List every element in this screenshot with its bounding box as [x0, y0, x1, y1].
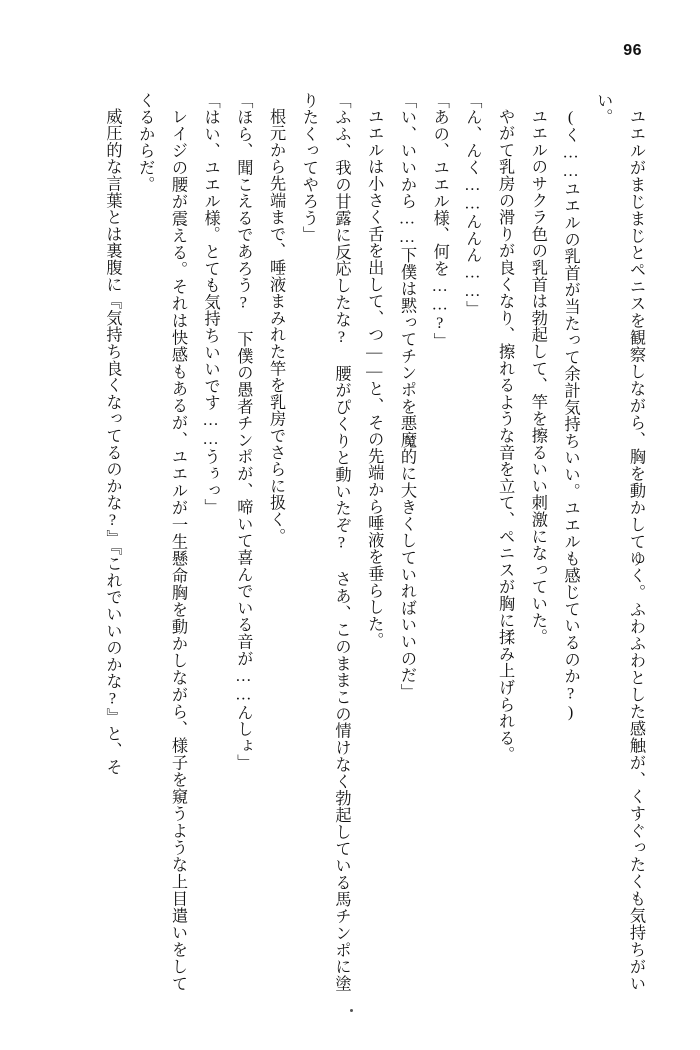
- paragraph: 「あの、ユエル様、何を……?」: [430, 92, 449, 350]
- paragraph: 「ん、んく……んんん……」: [463, 92, 482, 318]
- page-body-text: [48, 92, 652, 992]
- paragraph: ユエルのサクラ色の乳首は勃起して、竿を擦るいい刺激になっていた。: [528, 108, 547, 646]
- paragraph: (く……ユエルの乳首が当たって余計気持ちいい。ユエルも感じているのか?): [561, 108, 580, 722]
- paragraph: やがて乳房の滑りが良くなり、擦れるような音を立て、ペニスが胸に揉み上げられる。: [496, 108, 515, 764]
- paragraph: 「はい、ユエル様。とても気持ちいいです……うぅっ」: [201, 92, 220, 516]
- paragraph: 威圧的な言葉とは裏腹に『気持ち良くなってるのかな?』『これでいいのかな?』と、そ: [103, 108, 122, 776]
- paragraph: 「ふふ、我の甘露に反応したな? 腰がぴくりと動いたぞ? さあ、このままこの情けなく勃起している馬チンポに塗りたくってやろう」: [299, 92, 351, 992]
- paragraph: 根元から先端まで、唾液まみれた竿を乳房でさらに扱く。: [267, 108, 286, 545]
- paragraph: ユエルは小さく舌を出して、つ——と、その先端から唾液を垂らした。: [365, 108, 384, 650]
- paragraph: 「い、いいから……下僕は黙ってチンポを悪魔的に大きくしていればいいのだ」: [397, 92, 416, 701]
- page-number: 96: [623, 42, 642, 59]
- paragraph: ユエルがまじまじとペニスを観察しながら、胸を動かしてゆく。ふわふわとした感触が、くすぐったくも気持ちがいい。: [594, 92, 645, 992]
- footer-dot-mark: [350, 1009, 353, 1012]
- paragraph: 「ほら、聞こえるであろう? 下僕の愚者チンポが、啼いて喜んでいる音が……んしょ」: [234, 92, 253, 772]
- paragraph: レイジの腰が震える。それは快感もあるが、ユエルが一生懸命胸を動かしながら、様子を窺うような上目遣いをしてくるからだ。: [136, 92, 187, 992]
